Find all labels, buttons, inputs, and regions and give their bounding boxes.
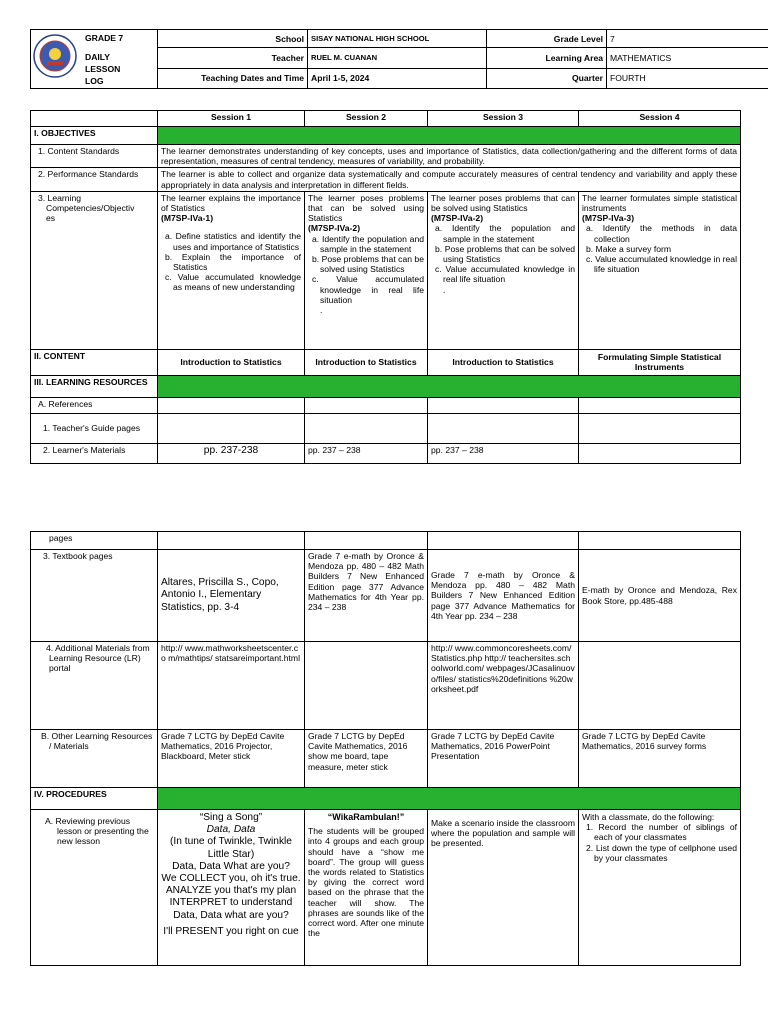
competency-s3-tail: . — [443, 284, 446, 295]
competency-s2-item: b. Pose problems that can be solved using Statistics — [312, 254, 424, 275]
competency-s1-code: (M7SP-IVa-1) — [161, 213, 214, 224]
competency-s4-intro: The learner formulates simple statistical instruments — [582, 192, 737, 214]
teacher-value: RUEL M. CUANAN — [308, 48, 487, 68]
resources-green-bar — [158, 375, 741, 397]
textbook-session-2: Grade 7 e-math by Oronce & Mendoza pp. 480 – 482 Math Builders 7 New Enhanced Edition page 377 Advance Mathematics for 4th Year pp. 234 – 238 — [305, 550, 428, 642]
procedure-a-label: A. Reviewing previous lesson or presenting the new lesson — [31, 810, 158, 966]
competency-s4-item: c. Value accumulated knowledge in real life situation — [586, 254, 737, 275]
textbook-session-3: Grade 7 e-math by Oronce & Mendoza pp. 480 – 482 Math Builders 7 New Enhanced Edition page 377 Advance Mathematics for 4th Year pp. 234 – 238 — [428, 550, 579, 642]
procedure-a-session-2 — [305, 810, 428, 966]
learners-materials-label: 2. Learner's Materials — [31, 443, 158, 463]
teacher-label: Teacher — [158, 48, 308, 68]
competency-session-2 — [305, 191, 428, 349]
competency-session-4 — [579, 191, 741, 349]
competency-s2-tail: . — [320, 305, 323, 316]
pages-continued-label: pages — [31, 532, 158, 550]
competencies-label — [31, 191, 158, 349]
competency-s3-intro: The learner poses problems that can be solved using Statistics — [431, 192, 575, 214]
song-line: INTERPRET to understand — [169, 897, 293, 909]
song-line: ANALYZE you that's my plan — [165, 885, 297, 897]
school-value: SISAY NATIONAL HIGH SCHOOL — [308, 30, 487, 48]
procedure-s4-item: 2. List down the type of cellphone used by your classmates — [586, 842, 737, 863]
session-4-header: Session 4 — [579, 111, 741, 127]
song-line: Data, Data what are you? — [173, 909, 289, 921]
textbook-pages-label: 3. Textbook pages — [31, 550, 158, 642]
quarter-label: Quarter — [487, 68, 607, 88]
wika-rambulan-text: The students will be grouped into 4 groups and each group should have a “show me board”. The group will guess the words related to Statistics by giving the correct word based on the phrase that the teacher will show. The phrases are sounds like of the correct word. After one minute the — [308, 826, 424, 939]
content-heading: II. CONTENT — [31, 349, 158, 375]
other-session-2: Grade 7 LCTG by DepEd Cavite Mathematics, 2016 show me board, tape measure, meter stick — [305, 730, 428, 788]
procedure-s4-item: 1. Record the number of siblings of each of your classmates — [586, 822, 737, 843]
competency-s1-item: a. Define statistics and identify the uses and importance of Statistics — [165, 231, 301, 252]
learning-area-label: Learning Area — [487, 48, 607, 68]
textbook-session-1: Altares, Priscilla S., Copo, Antonio I., Elementary Statistics, pp. 3-4 — [158, 550, 305, 642]
other-session-1: Grade 7 LCTG by DepEd Cavite Mathematics, 2016 Projector, Blackboard, Meter stick — [158, 730, 305, 788]
competency-s2-item: a. Identify the population and sample in the statement — [312, 233, 424, 254]
learning-area-value: MATHEMATICS — [607, 48, 768, 68]
session-3-header: Session 3 — [428, 111, 579, 127]
procedure-a-session-4 — [579, 810, 741, 966]
competency-s3-item: b. Pose problems that can be solved using Statistics — [435, 243, 575, 265]
competency-session-1 — [158, 191, 305, 349]
competency-session-3 — [428, 191, 579, 349]
grade-level-value: 7 — [607, 30, 768, 48]
quarter-value: FOURTH — [607, 68, 768, 88]
learning-resources-heading: III. LEARNING RESOURCES — [31, 375, 158, 397]
lesson-log-table-page1 — [30, 110, 741, 464]
grade-level-label: Grade Level — [487, 30, 607, 48]
content-session-4: Formulating Simple Statistical Instruments — [579, 349, 741, 375]
song-line: We COLLECT you, oh it's true. — [161, 873, 301, 885]
other-session-3: Grade 7 LCTG by DepEd Cavite Mathematics, 2016 PowerPoint Presentation — [428, 730, 579, 788]
competency-s4-item: a. Identify the methods in data collection — [586, 223, 737, 244]
competencies-label-line2: Competencies/Objectiv — [46, 203, 135, 214]
procedure-a-session-1 — [158, 810, 305, 966]
competency-s2-intro: The learner poses problems that can be solved using Statistics — [308, 192, 424, 224]
competency-s1-item: b. Explain the importance of Statistics — [165, 251, 301, 273]
content-session-3: Introduction to Statistics — [428, 349, 579, 375]
competency-s4-item: b. Make a survey form — [586, 243, 672, 254]
competency-s3-item: c. Value accumulated knowledge in real life situation — [435, 264, 575, 285]
competency-s3-item: a. Identify the population and sample in the statement — [435, 223, 575, 244]
grade-title: GRADE 7 — [85, 33, 124, 43]
competency-s1-intro: The learner explains the importance of Statistics — [161, 192, 301, 214]
textbook-session-4: E-math by Oronce and Mendoza, Rex Book Store, pp.485-488 — [579, 550, 741, 642]
procedures-heading: IV. PROCEDURES — [31, 788, 158, 810]
competency-s4-code: (M7SP-IVa-3) — [582, 213, 635, 224]
performance-standards-label: 2. Performance Standards — [31, 168, 158, 191]
content-standards-label: 1. Content Standards — [31, 145, 158, 168]
wika-rambulan-title: “WikaRambulan!” — [327, 812, 405, 822]
procedures-green-bar — [158, 788, 741, 810]
procedure-s4-intro: With a classmate, do the following: — [582, 812, 715, 822]
competency-s2-item: c. Value accumulated knowledge in real life situation — [312, 274, 424, 305]
content-session-1: Introduction to Statistics — [158, 349, 305, 375]
competency-s3-code: (M7SP-IVa-2) — [431, 213, 484, 224]
lm-session-1: pp. 237-238 — [158, 443, 305, 463]
lesson-log-table-page2 — [30, 531, 741, 966]
content-standards-text: The learner demonstrates understanding of key concepts, uses and importance of Statistics, data collection/gathering and the different forms of data representation, measures of central tendency, measures of variability, and probability. — [158, 145, 741, 168]
header-table — [30, 29, 768, 89]
content-session-2: Introduction to Statistics — [305, 349, 428, 375]
objectives-green-bar — [158, 127, 741, 145]
doc-title: DAILY LESSON LOG — [85, 52, 121, 87]
dates-value: April 1-5, 2024 — [308, 68, 487, 88]
empty-header-cell — [31, 111, 158, 127]
other-session-4: Grade 7 LCTG by DepEd Cavite Mathematics, 2016 survey forms — [579, 730, 741, 788]
session-1-header: Session 1 — [158, 111, 305, 127]
school-label: School — [158, 30, 308, 48]
song-line: (In tune of Twinkle, Twinkle Little Star) — [170, 836, 292, 860]
objectives-heading: I. OBJECTIVES — [31, 127, 158, 145]
song-line: Data, Data What are you? — [172, 860, 290, 872]
teachers-guide-label: 1. Teacher's Guide pages — [31, 413, 158, 443]
song-title: “Sing a Song” — [199, 812, 263, 823]
additional-session-1: http:// www.mathworksheetscenter.co m/mathtips/ statsareimportant.html — [158, 642, 305, 730]
header-title-cell — [31, 30, 158, 89]
additional-session-3: http:// www.commoncoresheets.com/ Statistics.php http:// teachersites.schoolworld.com/ webpages/JCasalinuovo/files/ statistics%20definitions %20worksheet.pdf — [428, 642, 579, 730]
session-2-header: Session 2 — [305, 111, 428, 127]
dates-label: Teaching Dates and Time — [158, 68, 308, 88]
song-subtitle: Data, Data — [206, 824, 256, 836]
lm-session-3: pp. 237 – 238 — [428, 443, 579, 463]
competencies-label-line1: 3. Learning — [38, 192, 82, 203]
performance-standards-text: The learner is able to collect and organize data systematically and compute accurately measures of central tendency and variability and apply these appropriately in data analysis and interpretation in different fields. — [158, 168, 741, 191]
competency-s2-code: (M7SP-IVa-2) — [308, 223, 361, 234]
competencies-label-line3: es — [46, 213, 56, 224]
procedure-a-session-3: Make a scenario inside the classroom where the population and sample will be presented. — [428, 810, 579, 966]
references-label: A. References — [31, 397, 158, 413]
song-line: I'll PRESENT you right on cue — [163, 925, 299, 937]
lm-session-2: pp. 237 – 238 — [305, 443, 428, 463]
other-resources-label: B. Other Learning Resources / Materials — [31, 730, 158, 788]
additional-materials-label: 4. Additional Materials from Learning Resource (LR) portal — [31, 642, 158, 730]
competency-s1-item: c. Value accumulated knowledge as means of new understanding — [165, 272, 301, 293]
